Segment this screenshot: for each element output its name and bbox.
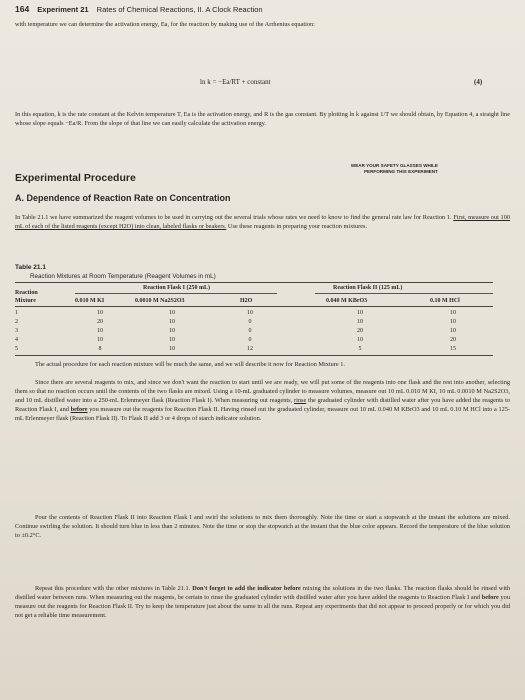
table-cell: 0 [248, 328, 252, 334]
row-header-line2: Mixture [15, 298, 36, 304]
table-cell: 10 [169, 346, 175, 352]
table-cell: 10 [169, 337, 175, 343]
table-cell: 10 [97, 328, 103, 334]
table-cell: 0 [248, 337, 252, 343]
table-cell: 4 [15, 337, 18, 343]
section-title: Experimental Procedure [15, 172, 136, 184]
table-cell: 8 [98, 346, 102, 352]
table-cell: 10 [97, 310, 103, 316]
table-cell: 0 [248, 319, 252, 325]
col-hcl: 0.10 M HCl [430, 298, 460, 304]
explanation-paragraph: In this equation, k is the rate constant at the Kelvin temperature T, Ea is the activation energy, and R is the gas constant. By plotting ln k against 1/T we should obtain, by Equation 4, a straight line whose slope equals −Ea/R. From the slope of that line we can easily calculate the activation energy. [15, 111, 510, 127]
table-rule-mid [15, 306, 493, 307]
body-paragraph-1: The actual procedure for each reaction mixture will be much the same, and we will describe it now for Reaction Mixture 1. [35, 361, 346, 368]
procedure-intro [15, 213, 510, 231]
table-cell: 20 [450, 337, 456, 343]
table-cell: 3 [15, 328, 18, 334]
table-rule-top [15, 282, 493, 283]
table-cell: 2 [15, 319, 18, 325]
body-p2-text-c: you measure out the reagents for Reaction Flask II. Having rinsed out the graduated cylinder, measure out 10 mL 0.040 M KBrO3 and 10 mL 0.10 M HCl into a 125-mL Erlenmeyer flask (Reaction Flask II). To Flask II add 3 or 4 drops of starch indicator solution. [15, 406, 510, 422]
safety-line-1: WEAR YOUR SAFETY GLASSES WHILE [350, 163, 438, 168]
experiment-label: Experiment 21 [37, 5, 89, 14]
reagent-table [15, 282, 493, 372]
procedure-intro-part1: In Table 21.1 we have summarized the reagent volumes to be used in carrying out the several trials whose rates we need to know to find the general rate law for Reaction 1. [15, 214, 454, 221]
col-bromate: 0.040 M KBrO3 [326, 298, 368, 304]
body-p2-text-b: the graduated cylinder with distilled water after you have added the reagents to Reaction Flask I, and [15, 397, 510, 413]
col-water: H2O [240, 298, 253, 304]
flask-two-header: Reaction Flask II (125 mL) [333, 285, 403, 291]
running-header [15, 4, 263, 14]
table-cell: 20 [357, 328, 363, 334]
procedure-intro-underlined: First, measure out 100 mL of each of the listed reagents (except H2O) into clean, labeled flasks or beakers. [15, 214, 510, 230]
body-paragraph-3: Pour the contents of Reaction Flask II into Reaction Flask I and swirl the solutions to mix them thoroughly. Note the time or start a stopwatch at the instant the solutions are mixed. Continue swirling the solution. It should turn blue in less than 2 minutes. Note the time or stop the stopwatch at the instant that the blue color appears. Record the temperature of the blue solution to ±0.2°C. [15, 514, 510, 539]
page-number: 164 [15, 4, 30, 14]
equation-number: (4) [474, 78, 483, 86]
body-p4-before: before [481, 594, 499, 601]
flask-two-rule [315, 293, 493, 294]
equation-formula: ln k = −Ea/RT + constant [200, 78, 271, 86]
table-cell: 10 [357, 319, 363, 325]
procedure-intro-part3: Use these reagents in preparing your reaction mixtures. [226, 223, 368, 230]
table-cell: 10 [169, 310, 175, 316]
table-cell: 10 [450, 319, 456, 325]
table-cell: 10 [169, 319, 175, 325]
table-cell: 10 [450, 310, 456, 316]
table-cell: 10 [450, 328, 456, 334]
body-p2-rinse: rinse [294, 397, 307, 404]
body-p4-text-c: you measure out the reagents for Reaction Flask II. Try to keep the temperature just about the same in all the runs. Repeat any experiments that did not appear to proceed properly or for which you did not get a reliable time measurement. [15, 594, 510, 619]
section-subtitle: A. Dependence of Reaction Rate on Concentration [15, 193, 231, 203]
table-rule-bottom [15, 355, 493, 356]
body-p2-before: before [70, 406, 88, 413]
table-cell: 15 [450, 346, 456, 352]
table-cell: 5 [358, 346, 362, 352]
body-p4-bold: Don't forget to add the indicator before [192, 585, 301, 592]
table-cell: 20 [97, 319, 103, 325]
table-cell: 12 [247, 346, 253, 352]
body-paragraph-2 [15, 378, 510, 423]
table-cell: 1 [15, 310, 18, 316]
table-cell: 10 [357, 337, 363, 343]
flask-one-header: Reaction Flask I (250 mL) [143, 285, 210, 291]
col-thiosulfate: 0.0010 M Na2S2O3 [135, 298, 185, 304]
flask-one-rule [75, 293, 277, 294]
table-caption: Reaction Mixtures at Room Temperature (Reagent Volumes in mL) [30, 273, 216, 280]
body-p2-text: Since there are several reagents to mix, and since we don't want the reaction to start until we are ready, we will put some of the reagents into one flask and the rest into another, selecting them so that no reaction occurs until the contents of the two flasks are mixed. Using a 10-mL graduated cylinder to measure volumes, measure out 10 mL 0.010 M KI, 10 mL 0.0010 M Na2S2O3, and 10 mL distilled water into a 250-mL Erlenmeyer flask (Reaction Flask I). When measuring out reagents, [15, 379, 510, 404]
running-title: Rates of Chemical Reactions, II. A Clock Reaction [96, 5, 263, 14]
table-cell: 10 [357, 310, 363, 316]
table-cell: 10 [97, 337, 103, 343]
body-paragraph-4 [15, 584, 510, 620]
table-label: Table 21.1 [15, 264, 46, 271]
col-ki: 0.010 M KI [75, 298, 105, 304]
body-p4-text: Repeat this procedure with the other mixtures in Table 21.1. [35, 585, 193, 592]
body-p4-text-b: mixing the solutions in the two flasks. The reaction flasks should be rinsed with distilled water between runs. When measuring out the reagents, be certain to rinse the graduated cylinder with distilled water after you have added the reagents to Reaction Flask I and [15, 585, 510, 601]
safety-line-2: PERFORMING THIS EXPERIMENT [363, 169, 438, 174]
table-cell: 5 [15, 346, 18, 352]
intro-paragraph: with temperature we can determine the activation energy, Ea, for the reaction by making use of the Arrhenius equation: [15, 21, 315, 28]
safety-notice [310, 163, 438, 175]
row-header-line1: Reaction [15, 290, 38, 296]
table-cell: 10 [247, 310, 253, 316]
table-cell: 10 [169, 328, 175, 334]
